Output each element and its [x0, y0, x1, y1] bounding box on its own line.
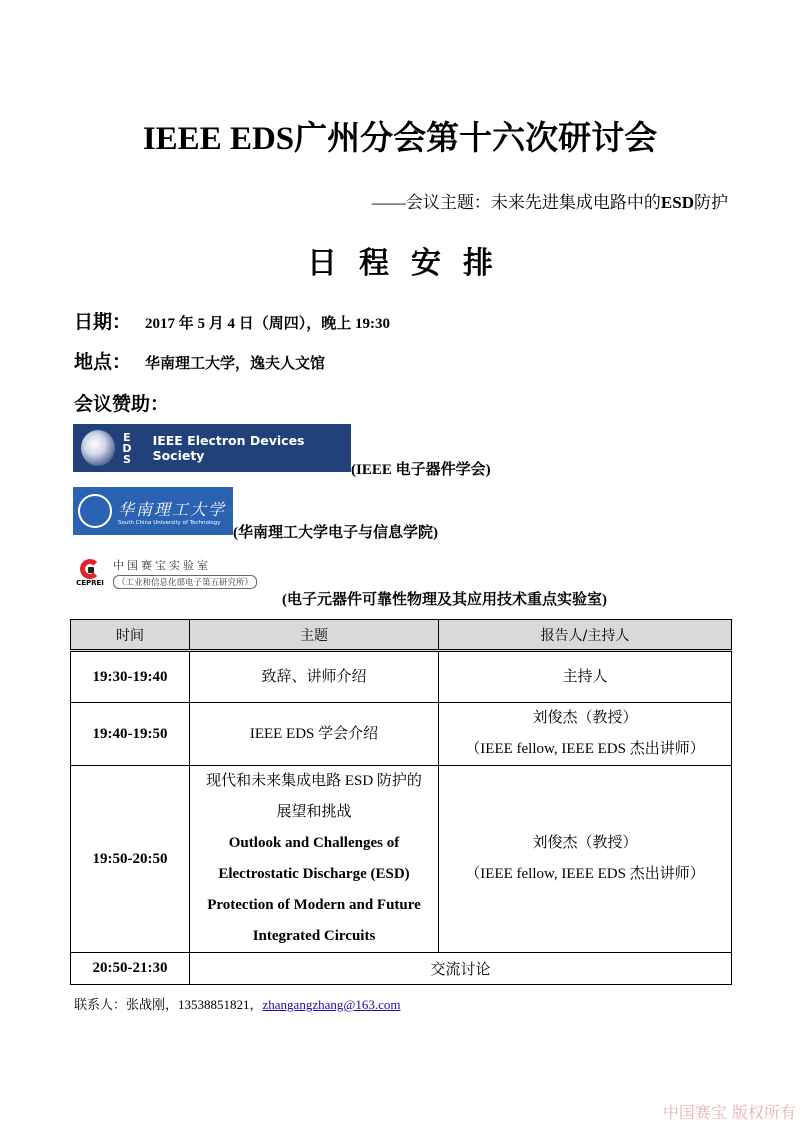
topic-cell: [190, 651, 439, 703]
speaker-line: （IEEE fellow, IEEE EDS 杰出讲师）: [465, 866, 705, 882]
ieee-eds-logo: [73, 424, 351, 472]
topic-line: 展望和挑战: [276, 804, 352, 820]
time-cell: 20:50-21:30: [71, 953, 190, 985]
sponsor-caption-ceprei: (电子元器件可靠性物理及其应用技术重点实验室): [282, 592, 607, 608]
scut-logo-cn: 华南理工大学: [118, 499, 227, 519]
sponsor-caption-eds: (IEEE 电子器件学会): [351, 462, 491, 478]
speaker-line: 主持人: [562, 668, 608, 685]
topic-line: Outlook and Challenges of: [228, 835, 400, 851]
subtitle-suffix: 防护: [694, 193, 728, 212]
university-seal-icon: [78, 494, 112, 528]
speaker-line: 刘俊杰（教授）: [532, 835, 638, 851]
table-row: [71, 703, 732, 766]
header-time: 时间: [71, 620, 190, 651]
table-row: [71, 651, 732, 703]
contact-line: [74, 994, 400, 1013]
agenda-heading: 日程安排: [307, 247, 515, 280]
place-value: 华南理工大学，逸夫人文馆: [145, 356, 326, 372]
table-row: [71, 766, 732, 953]
topic-line: Integrated Circuits: [252, 928, 376, 944]
ceprei-mark: [73, 559, 107, 587]
ceprei-logo-cn: 中国赛宝实验室: [113, 558, 211, 572]
ceprei-logo: [73, 550, 280, 595]
date-value: 2017 年 5 月 4 日（周四），晚上 19:30: [145, 316, 391, 332]
topic-line: 现代和未来集成电路 ESD 防护的: [206, 773, 422, 789]
copyright-watermark: 中国赛宝 版权所有: [662, 1103, 796, 1122]
topic-line: 交流讨论: [430, 962, 491, 978]
date-row: [74, 307, 390, 334]
subtitle-esd: ESD: [660, 193, 694, 212]
topic-line: 致辞、讲师介绍: [261, 668, 367, 685]
time-cell: 19:30-19:40: [71, 651, 190, 703]
scut-logo-text: [118, 497, 226, 526]
time-cell: 19:40-19:50: [71, 703, 190, 766]
ceprei-logo-en: CEPREI: [76, 578, 104, 587]
header-speaker: 报告人/主持人: [439, 620, 732, 651]
page-title: IEEE EDS广州分会第十六次研讨会: [142, 121, 658, 157]
place-row: [74, 347, 325, 374]
sponsor-row: [74, 389, 169, 416]
speaker-cell: [439, 703, 732, 766]
header-topic: 主题: [190, 620, 439, 651]
topic-cell: [190, 766, 439, 953]
contact-email-link[interactable]: zhangangzhang@163.com: [262, 997, 401, 1012]
date-label: 日期：: [74, 311, 132, 333]
time-cell: 19:50-20:50: [71, 766, 190, 953]
speaker-line: （IEEE fellow, IEEE EDS 杰出讲师）: [465, 741, 705, 757]
table-row: [71, 953, 732, 985]
table-header-row: [71, 620, 732, 651]
schedule-table: [70, 619, 732, 985]
speaker-cell: [439, 766, 732, 953]
eds-letters: E D S: [122, 430, 132, 466]
topic-line: Protection of Modern and Future: [207, 897, 421, 913]
scut-logo: [73, 487, 233, 535]
scut-logo-en: South China University of Technology: [118, 519, 221, 526]
sponsor-label: 会议赞助：: [74, 393, 170, 415]
speaker-line: 刘俊杰（教授）: [532, 710, 638, 726]
ceprei-logo-text: [113, 557, 257, 589]
eds-logo-text: IEEE Electron Devices Society: [152, 433, 305, 463]
topic-cell: [190, 703, 439, 766]
ceprei-logo-cn2: （工业和信息化部电子第五研究所）: [113, 575, 257, 589]
sponsor-caption-scut: (华南理工大学电子与信息学院): [233, 525, 438, 541]
contact-text: 联系人：张战刚，13538851821，: [74, 997, 263, 1012]
topic-cell: [190, 953, 732, 985]
subtitle: [372, 188, 728, 213]
globe-icon: [81, 430, 115, 466]
topic-line: IEEE EDS 学会介绍: [249, 725, 379, 742]
ceprei-c-icon: [80, 559, 100, 579]
place-label: 地点：: [74, 351, 132, 373]
topic-line: Electrostatic Discharge (ESD): [218, 866, 410, 882]
subtitle-prefix: ——会议主题：未来先进集成电路中的: [371, 193, 661, 212]
speaker-cell: [439, 651, 732, 703]
